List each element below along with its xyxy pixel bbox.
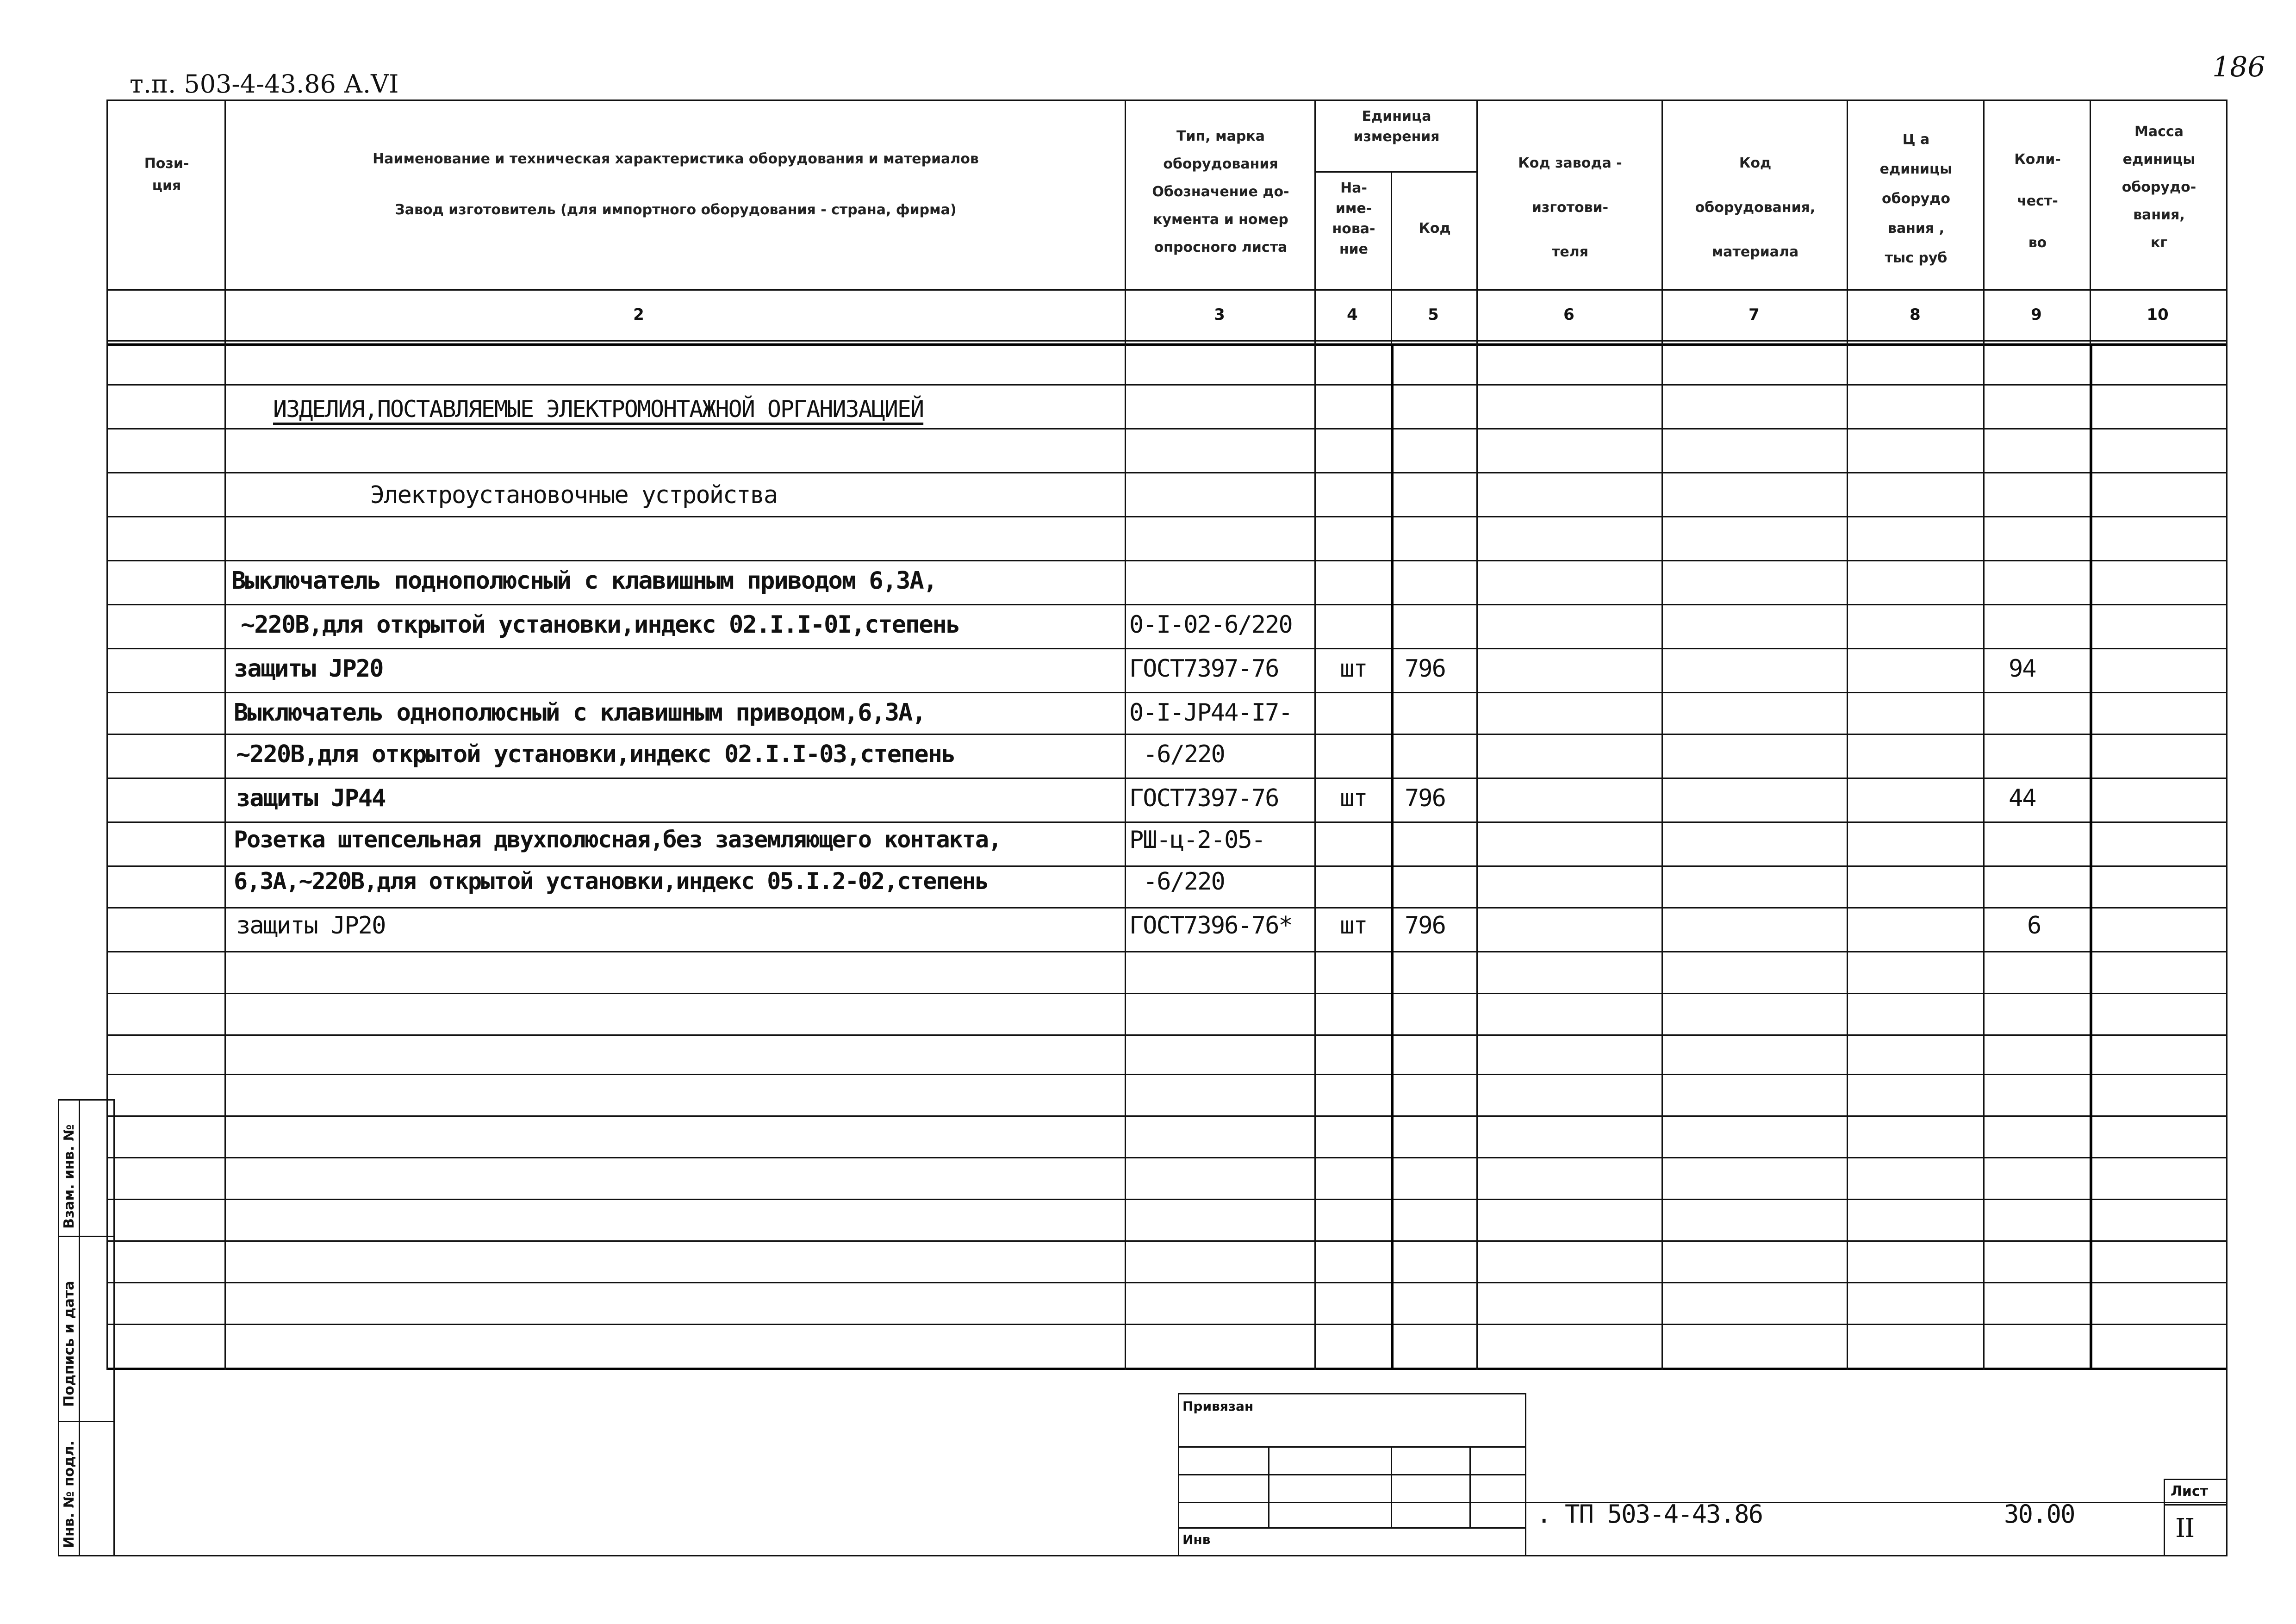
row-9-name: защиты JP20 xyxy=(236,912,386,940)
row-5-name: ~220В,для открытой установки,индекс 02.I.I-03,степень xyxy=(236,740,955,768)
col-number-7: 7 xyxy=(1748,305,1760,324)
side-label-replace-inv: Взам. инв. № xyxy=(61,1124,77,1229)
row-9-qty: 6 xyxy=(2027,912,2041,940)
header-mass: Масса единицы оборудо- вания, кг xyxy=(2122,124,2196,251)
header-unit-name: На- име- нова- ние xyxy=(1332,180,1375,257)
stamp-inv: Инв xyxy=(1182,1532,1211,1547)
col-number-3: 3 xyxy=(1214,305,1225,324)
row-9-code: 796 xyxy=(1405,912,1445,940)
col-number-2: 2 xyxy=(633,305,644,324)
row-8-name: 6,3А,~220В,для открытой установки,индекс 05.I.2-02,степень xyxy=(234,868,988,895)
stamp-privyazan: Привязан xyxy=(1182,1399,1254,1414)
header-price: Ц а единицы оборудо вания , тыс руб xyxy=(1879,131,1953,266)
row-6-code: 796 xyxy=(1405,784,1445,812)
row-2-name: ~220В,для открытой установки,индекс 02.I.I-0I,степень xyxy=(241,611,960,639)
stamp-list-number: II xyxy=(2175,1513,2194,1543)
subsection-title: Электроустановочные устройства xyxy=(370,481,778,509)
header-name-line1: Наименование и техническая характеристика оборудования и материалов xyxy=(373,151,979,167)
row-9-type: ГОСТ7396-76* xyxy=(1129,912,1292,940)
stamp-sheet-code: 30.00 xyxy=(2004,1500,2075,1529)
row-7-name: Розетка штепсельная двухполюсная,без заземляющего контакта, xyxy=(234,826,1002,853)
col-number-8: 8 xyxy=(1910,305,1921,324)
stamp-document-code: . ТП 503-4-43.86 xyxy=(1537,1500,1763,1529)
section-title: ИЗДЕЛИЯ,ПОСТАВЛЯЕМЫЕ ЭЛЕКТРОМОНТАЖНОЙ ОРГАНИЗАЦИЕЙ xyxy=(273,396,924,423)
row-3-type: ГОСТ7397-76 xyxy=(1129,655,1279,683)
row-6-qty: 44 xyxy=(2009,784,2036,812)
col-number-6: 6 xyxy=(1563,305,1574,324)
row-7-type: РШ-ц-2-05- xyxy=(1129,826,1265,854)
document-reference: т.п. 503-4-43.86 А.VI xyxy=(130,69,399,99)
col-number-10: 10 xyxy=(2147,305,2169,324)
header-type: Тип, марка оборудования Обозначение до- кумента и номер опросного листа xyxy=(1152,128,1289,255)
row-6-name: защиты JP44 xyxy=(236,784,386,812)
row-6-type: ГОСТ7397-76 xyxy=(1129,784,1279,812)
header-unit-group: Единица измерения xyxy=(1353,108,1440,145)
side-label-signature-date: Подпись и дата xyxy=(61,1281,77,1407)
row-3-code: 796 xyxy=(1405,655,1445,683)
header-name-line2: Завод изготовитель (для импортного оборудования - страна, фирма) xyxy=(395,202,957,218)
row-6-unit: шт xyxy=(1340,784,1367,812)
header-unit-code: Код xyxy=(1419,220,1451,236)
stamp-list-label: Лист xyxy=(2171,1483,2209,1500)
row-9-unit: шт xyxy=(1340,912,1367,940)
row-3-qty: 94 xyxy=(2009,655,2036,683)
page-corner-number: 186 xyxy=(2212,51,2265,83)
header-equipment-code: Код оборудования, материала xyxy=(1695,155,1816,260)
row-3-name: защиты JP20 xyxy=(234,655,383,683)
row-3-unit: шт xyxy=(1340,655,1367,683)
row-8-type: -6/220 xyxy=(1143,868,1225,896)
side-label-original-inv: Инв. № подл. xyxy=(61,1440,77,1548)
header-position: Пози- ция xyxy=(144,156,189,194)
row-4-name: Выключатель однополюсный с клавишным приводом,6,3А, xyxy=(234,699,926,727)
header-quantity: Коли- чест- во xyxy=(2014,151,2061,251)
header-factory-code: Код завода - изготови- теля xyxy=(1518,155,1622,260)
col-number-9: 9 xyxy=(2031,305,2042,324)
row-4-type: 0-I-JP44-I7- xyxy=(1129,699,1292,727)
col-number-5: 5 xyxy=(1428,305,1439,324)
col-number-4: 4 xyxy=(1347,305,1358,324)
row-5-type: -6/220 xyxy=(1143,740,1225,768)
row-2-type: 0-I-02-6/220 xyxy=(1129,611,1292,639)
row-1-name: Выключатель поднополюсный с клавишным приводом 6,3А, xyxy=(231,567,937,595)
